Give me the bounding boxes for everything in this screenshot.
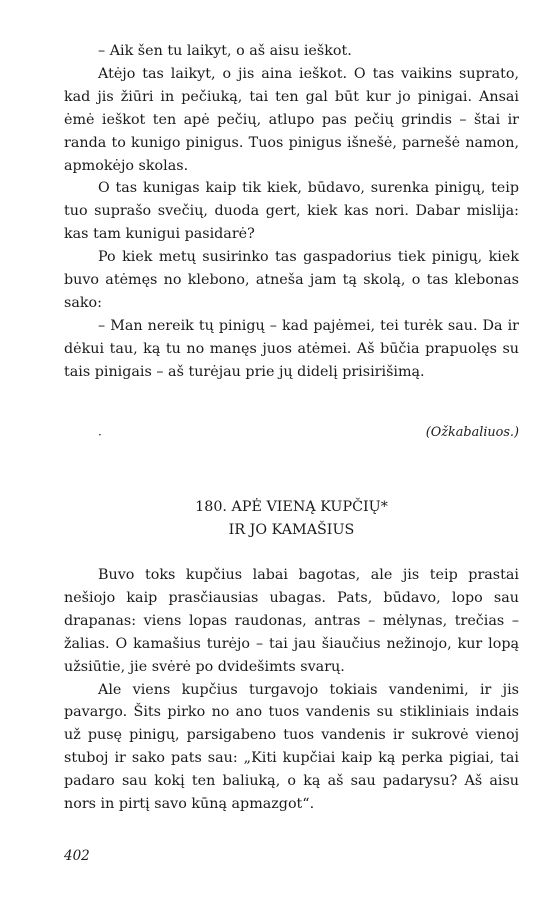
story-ending (64, 40, 519, 384)
paragraph: Ale viens kupčius turgavojo tokiais vandenimi, ir jis pavargo. Šits pirko no ano tuos vandenis su stikliniais indais už pusę pinigų, parsigabeno tuos vandenis ir sukrovė vienoj stuboj ir sako pats sau: „Kiti kupčiai kaip ką perka pigiai, tai padaro sau kokį ten baliuką, o ką aš sau padarysu? Aš aisu nors in pirtį savo kūną apmazgot“. (64, 681, 519, 813)
story-title-line-1: 180. APĖ VIENĄ KUPČIŲ* (195, 499, 388, 515)
paragraph: – Aik šen tu laikyt, o aš aisu ieškot. (98, 43, 352, 59)
paragraph: Atėjo tas laikyt, o jis aina ieškot. O tas vaikins suprato, kad jis žiūri in pečiuką, tai ten gal būt kur jo pinigai. Ansai ėmė ieškot ten apė pečių, atlupo pas pečių grindis – štai ir randa to kunigo pinigus. Tuos pinigus išnešė, parnešė namon, apmokėjo skolas. (64, 65, 519, 174)
story-body (64, 564, 519, 816)
source-attribution: (Ožkabaliuos.) (425, 425, 519, 440)
paragraph: Po kiek metų susirinko tas gaspadorius tiek pinigų, kiek buvo atėmęs no klebono, atneša jam tą skolą, o tas klebonas sako: (64, 249, 519, 311)
story-title (64, 496, 519, 542)
paragraph: Buvo toks kupčius labai bagotas, ale jis teip prastai nešiojo kaip prasčiausias ubagas. Pats, būdavo, lopo sau drapanas: viens lopas raudonas, antras – mėlynas, trečias – žalias. O kamašius turėjo – tai jau šiaučius nežinojo, kur lopą užsiūtie, jie svėrė po dvidešimts svarų. (64, 567, 519, 675)
page-number: 402 (64, 848, 90, 864)
paragraph: – Man nereik tų pinigų – kad pajėmei, tei turėk sau. Da ir dėkui tau, ką tu no manęs juos atėmei. Aš būčia prapuolęs su tais pinigais – aš turėjau prie jų didelį prisirišimą. (64, 317, 519, 380)
story-title-line-2: IR JO KAMAŠIUS (228, 522, 355, 538)
paragraph: O tas kunigas kaip tik kiek, būdavo, surenka pinigų, teip tuo suprašo svečių, duoda gert, kiek kas nori. Dabar mislija: kas tam kunigui pasidarė? (64, 180, 519, 243)
print-speck: · (98, 428, 102, 442)
